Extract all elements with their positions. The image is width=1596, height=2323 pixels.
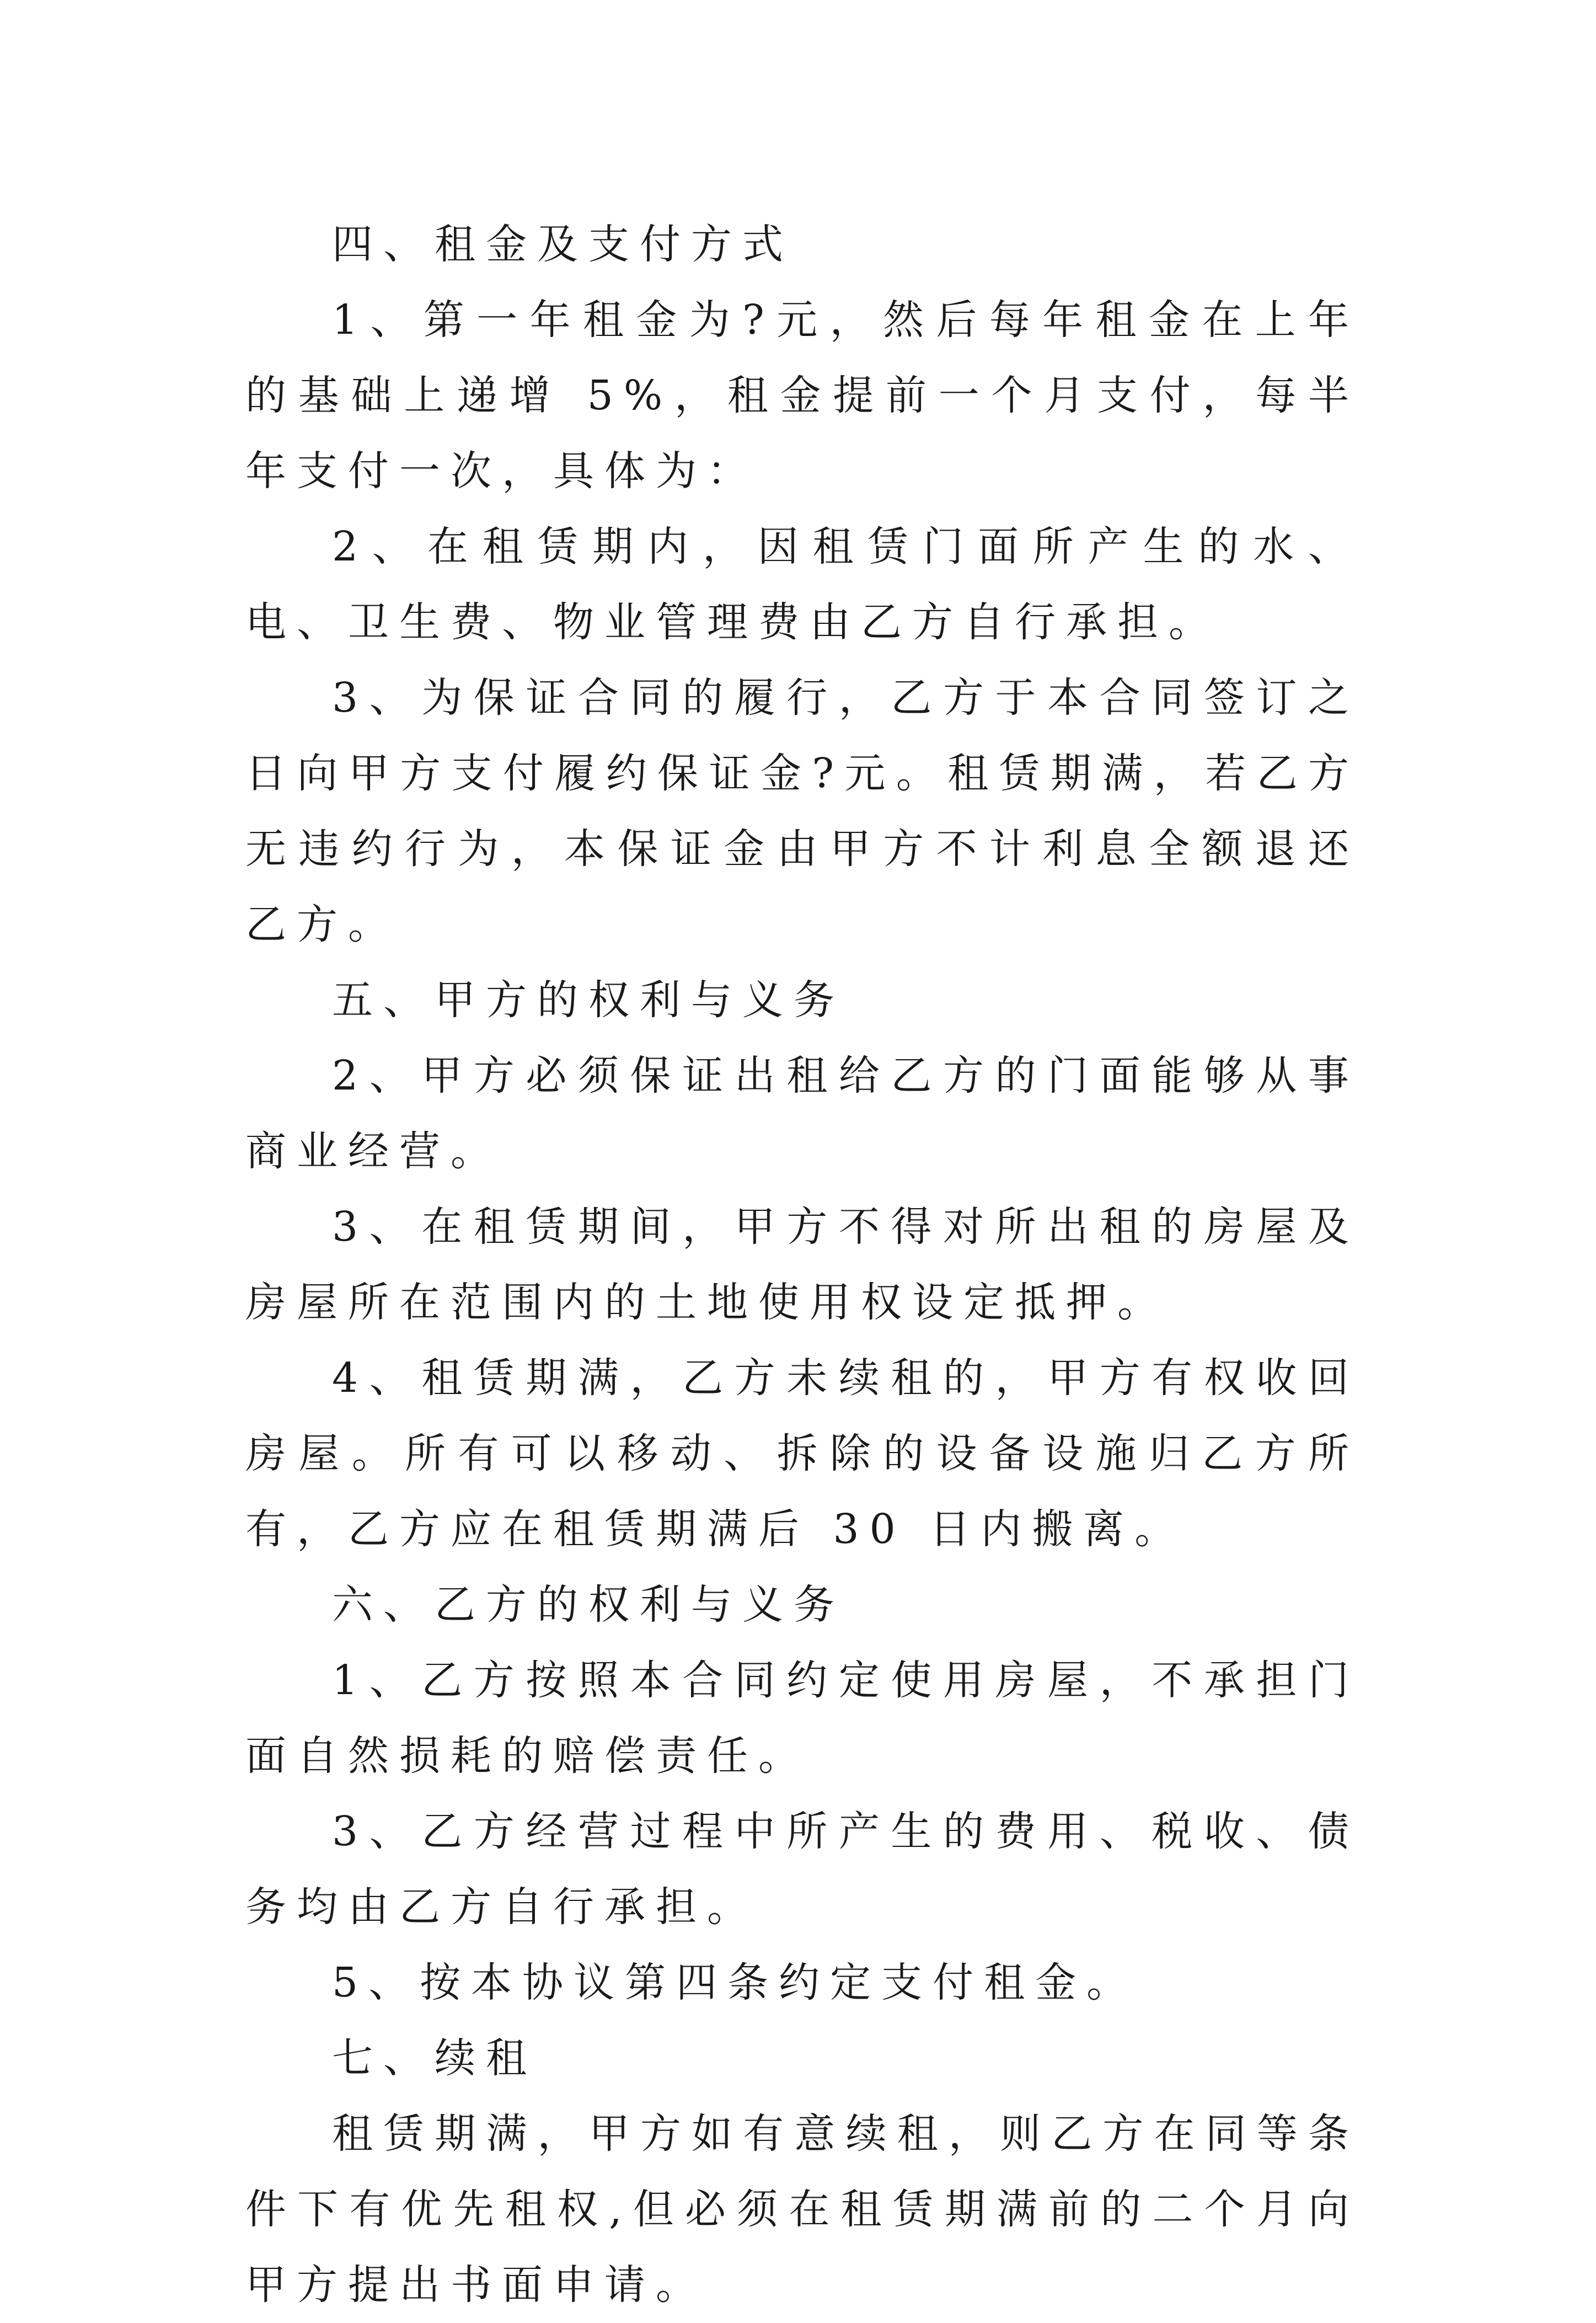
clause-party-a-reclaim: 4、租赁期满，乙方未续租的，甲方有权收回房屋。所有可以移动、拆除的设备设施归乙方所有，乙方应在租赁期满后 30 日内搬离。 [245,1354,1359,1553]
clause-utilities: 2、在租赁期内，因租赁门面所产生的水、电、卫生费、物业管理费由乙方自行承担。 [245,523,1359,646]
clause-renewal: 租赁期满，甲方如有意续租，则乙方在同等条件下有优先租权,但必须在租赁期满前的二个月向甲方提出书面申请。 [245,2110,1359,2309]
clause-party-b-costs: 3、乙方经营过程中所产生的费用、税收、债务均由乙方自行承担。 [245,1808,1359,1931]
clause-party-b-pay: 5、按本协议第四条约定支付租金。 [332,1959,1138,2006]
section-heading-party-b: 六、乙方的权利与义务 [332,1581,845,1628]
clause-party-b-use: 1、乙方按照本合同约定使用房屋，不承担门面自然损耗的赔偿责任。 [245,1657,1359,1780]
clause-deposit: 3、为保证合同的履行，乙方于本合同签订之日向甲方支付履约保证金?元。租赁期满，若乙方无违约行为，本保证金由甲方不计利息全额退还乙方。 [245,674,1359,948]
clause-rent-amount: 1、第一年租金为?元，然后每年租金在上年的基础上递增 5%，租金提前一个月支付，每半年支付一次，具体为： [245,296,1359,495]
clause-party-a-guarantee: 2、甲方必须保证出租给乙方的门面能够从事商业经营。 [245,1052,1359,1175]
section-heading-rent: 四、租金及支付方式 [332,221,794,268]
section-heading-party-a: 五、甲方的权利与义务 [332,976,845,1024]
document-body [245,207,1359,2323]
clause-party-a-mortgage: 3、在租赁期间，甲方不得对所出租的房屋及房屋所在范围内的土地使用权设定抵押。 [245,1203,1359,1326]
section-heading-renewal: 七、续租 [332,2034,537,2082]
